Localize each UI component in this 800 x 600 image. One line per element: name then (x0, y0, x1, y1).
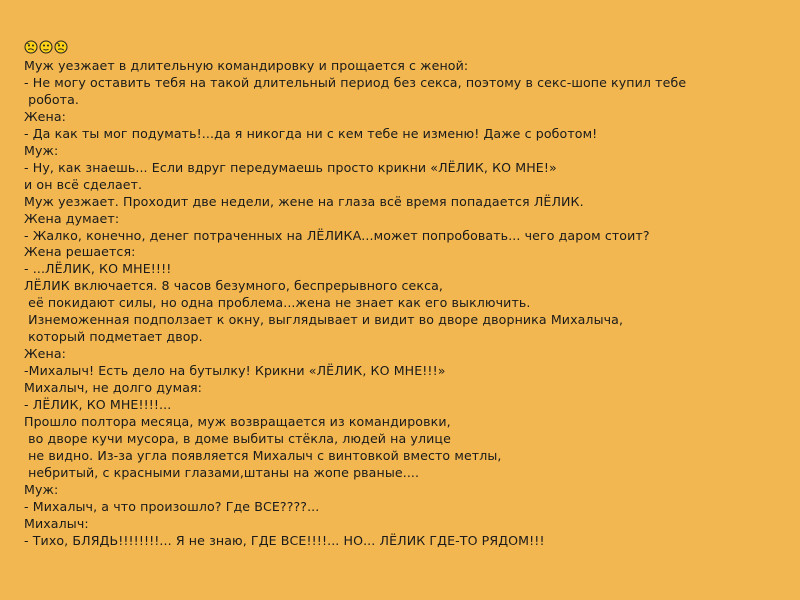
joke-lines (24, 58, 784, 550)
text-line: Михалыч, не долго думая: (24, 380, 203, 396)
text-line: Изнеможенная подползает к окну, выглядывает и видит во дворе дворника Михалыча, (24, 312, 624, 328)
text-line: и он всё сделает. (24, 176, 143, 192)
text-line: Муж: (24, 142, 59, 158)
text-line: её покидают силы, но одна проблема...жена не знает как его выключить. (24, 295, 531, 311)
text-line: во дворе кучи мусора, в доме выбиты стёкла, людей на улице (24, 430, 451, 446)
text-line: Муж уезжает в длительную командировку и прощается с женой: (24, 58, 469, 73)
text-line: робота. (24, 91, 80, 107)
text-line: - Жалко, конечно, денег потраченных на ЛЁЛИКА...может попробовать... чего даром стоит? (24, 227, 650, 243)
text-line: Жена думает: (24, 210, 120, 226)
text-line: Жена решается: (24, 244, 136, 260)
neutral-face-icon (39, 40, 53, 54)
text-line: не видно. Из-за угла появляется Михалыч с винтовкой вместо метлы, (24, 447, 502, 463)
text-line: - Михалыч, а что произошло? Где ВСЕ????... (24, 498, 320, 514)
text-line: Муж: (24, 481, 59, 497)
joke-text-block (24, 40, 784, 550)
text-line: -Михалыч! Есть дело на бутылку! Крикни «ЛЁЛИК, КО МНЕ!!!» (24, 363, 446, 379)
smiley-row (24, 40, 784, 56)
confused-face-icon (54, 40, 68, 54)
text-line: - ...ЛЁЛИК, КО МНЕ!!!! (24, 261, 172, 277)
text-line: Михалыч: (24, 515, 89, 531)
text-line: небритый, с красными глазами,штаны на жопе рваные.... (24, 464, 420, 480)
text-line: - Не могу оставить тебя на такой длительный период без секса, поэтому в секс-шопе купил тебе (24, 74, 687, 90)
text-line: - Да как ты мог подумать!...да я никогда ни с кем тебе не изменю! Даже с роботом! (24, 125, 598, 141)
text-line: ЛЁЛИК включается. 8 часов безумного, беспрерывного секса, (24, 278, 444, 294)
confused-face-icon (24, 40, 38, 54)
text-line: Муж уезжает. Проходит две недели, жене на глаза всё время попадается ЛЁЛИК. (24, 193, 584, 209)
text-line: - Ну, как знаешь... Если вдруг передумаешь просто крикни «ЛЁЛИК, КО МНЕ!» (24, 159, 557, 175)
text-line: - Тихо, БЛЯДЬ!!!!!!!!... Я не знаю, ГДЕ ВСЕ!!!!... НО... ЛЁЛИК ГДЕ-ТО РЯДОМ!!! (24, 532, 545, 548)
text-line: Жена: (24, 108, 67, 124)
text-line: - ЛЁЛИК, КО МНЕ!!!!... (24, 397, 172, 413)
text-line: Жена: (24, 346, 67, 362)
text-line: который подметает двор. (24, 329, 203, 345)
text-line: Прошло полтора месяца, муж возвращается из командировки, (24, 414, 451, 430)
